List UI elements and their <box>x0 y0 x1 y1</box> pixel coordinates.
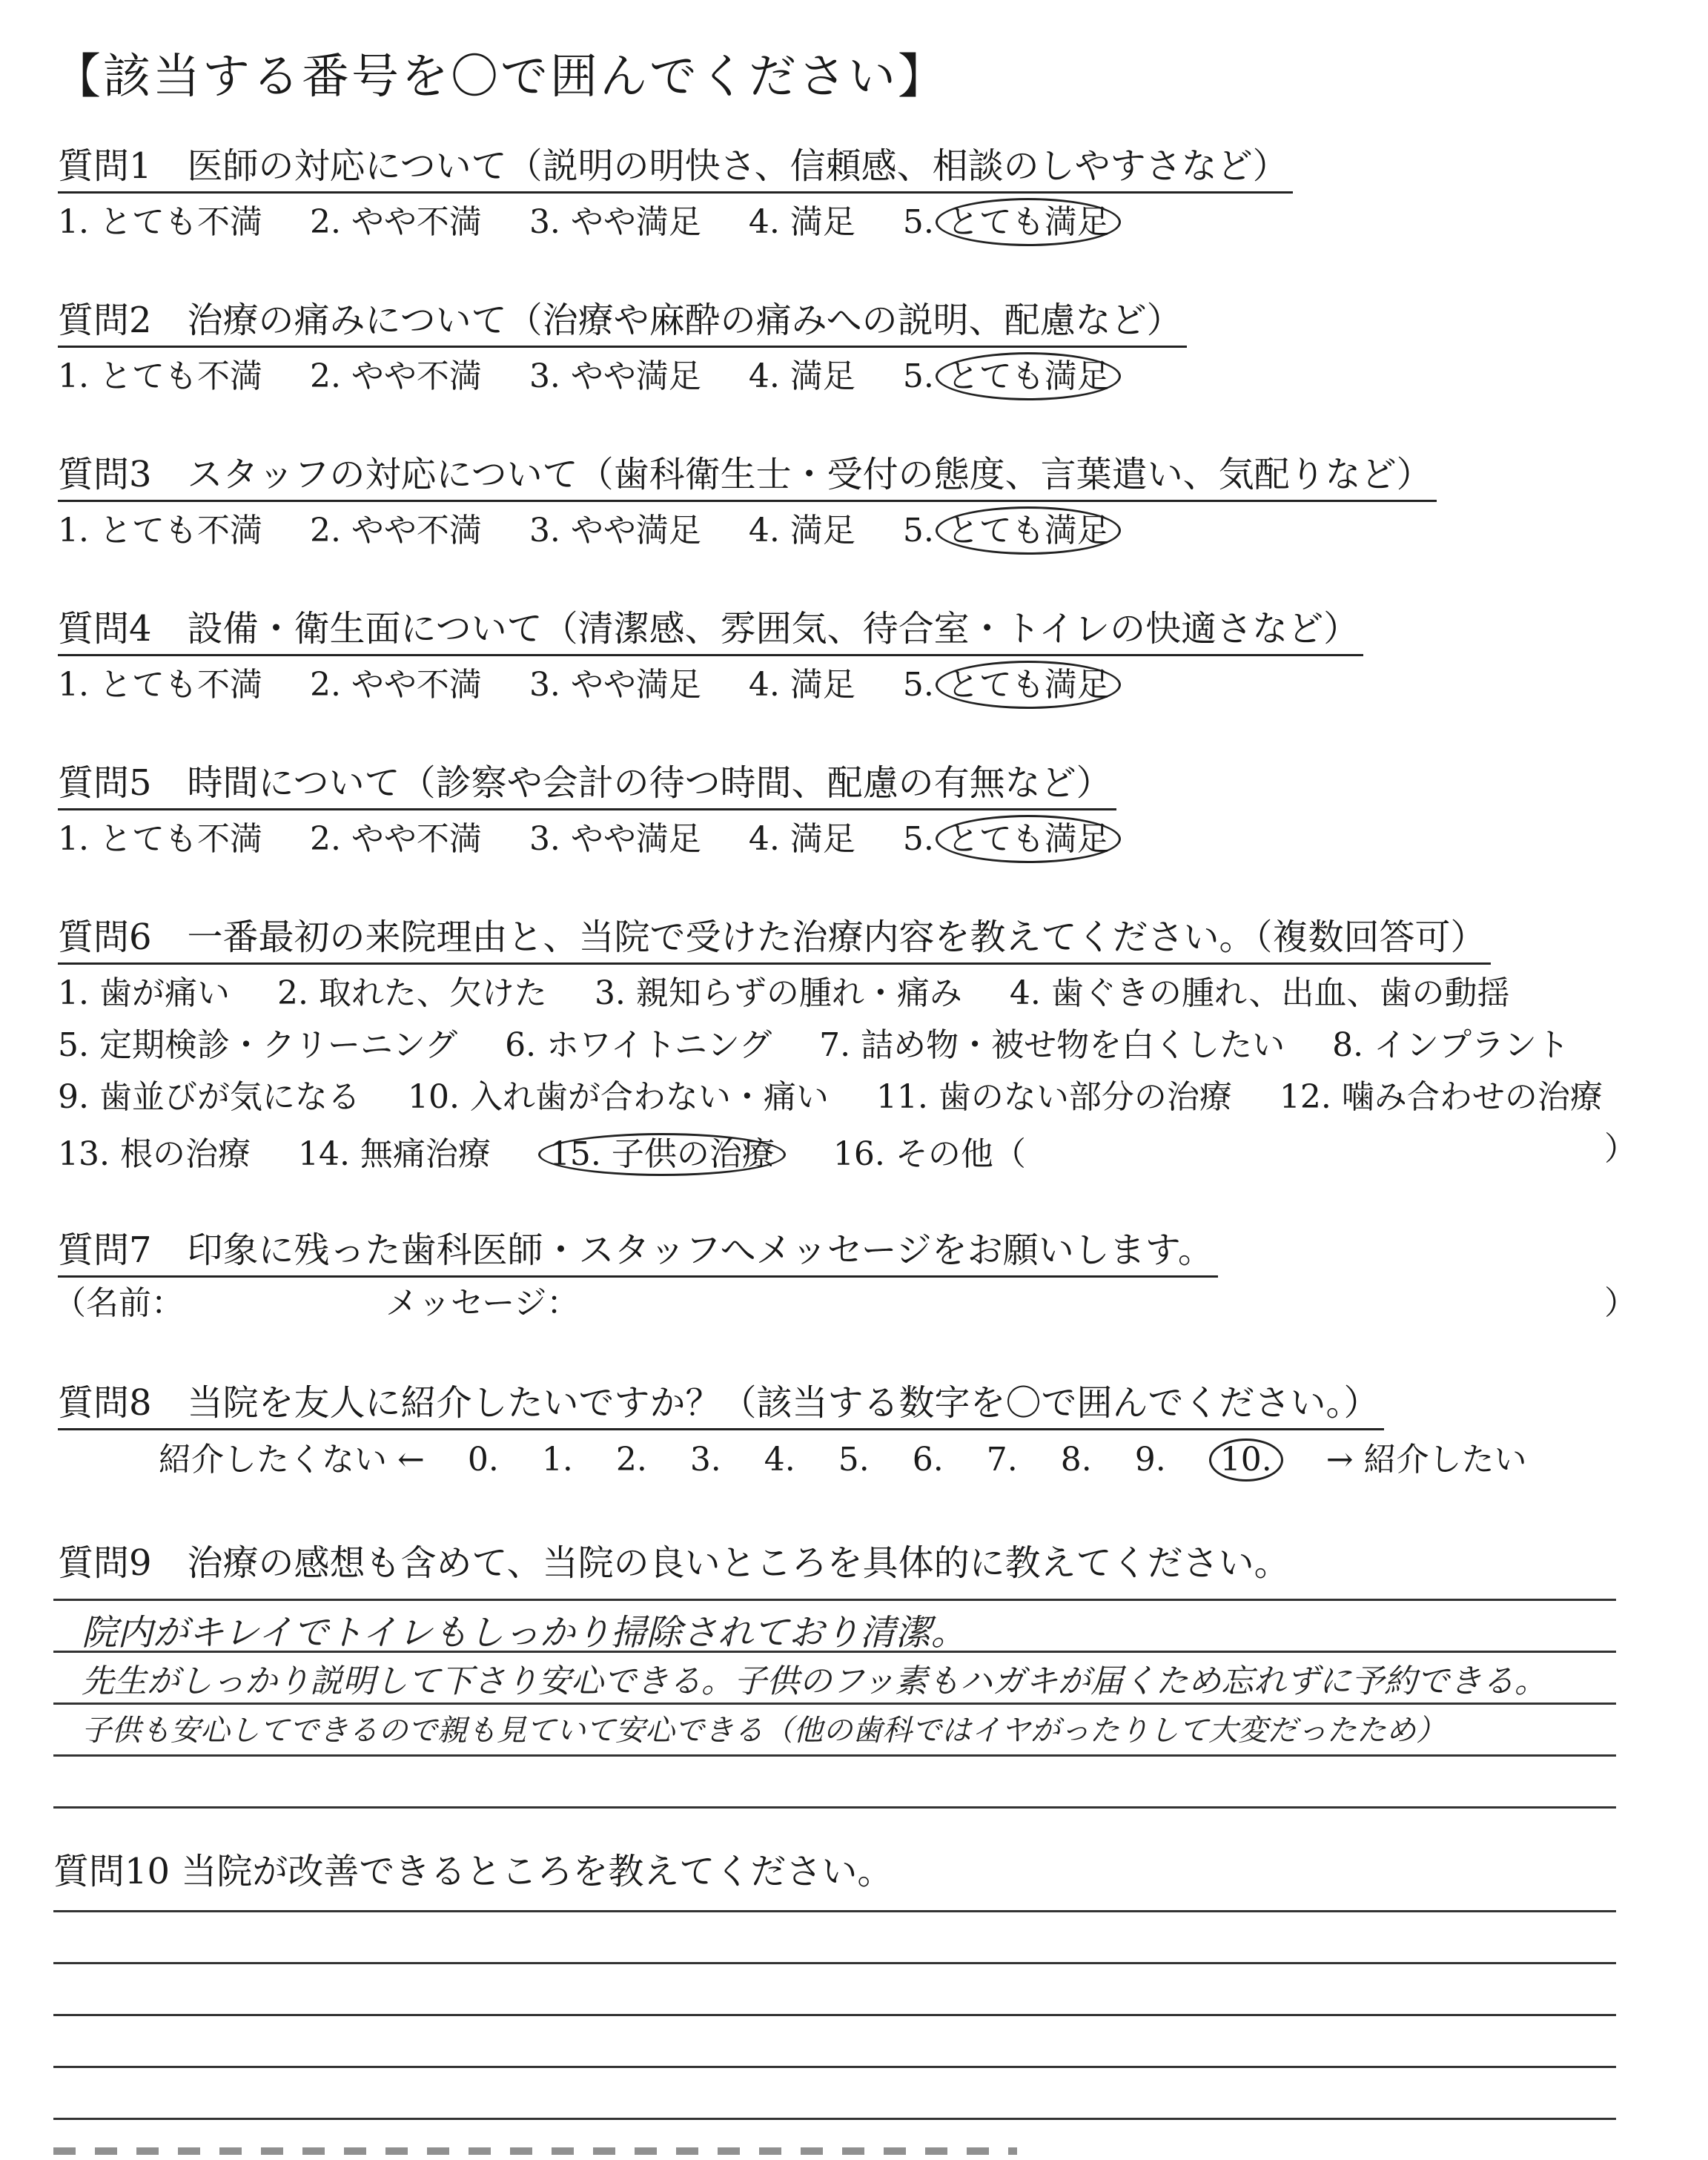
q8-left-label: 紹介したくない ← <box>159 1441 425 1479</box>
q3-options <box>58 512 1158 549</box>
q6-options-row-2 <box>58 1026 1606 1064</box>
q4-option-5-number: 5. <box>902 666 944 704</box>
q3-title: 質問3 スタッフの対応について（歯科衛生士・受付の態度、言葉遣い、気配りなど） <box>58 457 1437 502</box>
q8-scale <box>159 1439 1560 1482</box>
q6-title: 質問6 一番最初の来院理由と、当院で受けた治療内容を教えてください。（複数回答可） <box>58 919 1491 965</box>
q6-option-11[interactable]: 11. 歯のない部分の治療 <box>875 1078 1232 1116</box>
q1-option-4[interactable]: 4. 満足 <box>748 203 855 241</box>
q9-answer-line-4 <box>53 1754 1616 1757</box>
q8-number-10-circled[interactable]: 10. <box>1209 1439 1283 1482</box>
q4-option-5[interactable] <box>902 666 1121 704</box>
q5-option-2[interactable]: 2. やや不満 <box>309 820 482 858</box>
q6-other-close-paren: ） <box>1604 1130 1637 1168</box>
q6-option-15-circled[interactable]: 15. 子供の治療 <box>538 1133 786 1176</box>
q3-option-5-number: 5. <box>902 512 944 549</box>
q7-message-label: メッセージ： <box>385 1284 580 1322</box>
q6-option-16[interactable]: 16. その他（ <box>833 1135 1026 1173</box>
q8-number-0[interactable]: 0. <box>467 1441 499 1479</box>
q4-option-3[interactable]: 3. やや満足 <box>529 666 701 704</box>
q8-number-8[interactable]: 8. <box>1060 1441 1092 1479</box>
q2-option-5[interactable] <box>902 357 1121 395</box>
q6-option-5[interactable]: 5. 定期検診・クリーニング <box>58 1026 458 1064</box>
q3-option-1[interactable]: 1. とても不満 <box>58 512 262 549</box>
q6-options-row-3 <box>58 1078 1640 1116</box>
q4-title: 質問4 設備・衛生面について（清潔感、雰囲気、待合室・トイレの快適さなど） <box>58 611 1363 656</box>
instruction-header: 【該当する番号を〇で囲んでください】 <box>53 50 947 105</box>
q10-answer-line-2[interactable] <box>53 1962 1616 1964</box>
q8-title: 質問8 当院を友人に紹介したいですか？（該当する数字を〇で囲んでください。） <box>58 1385 1384 1430</box>
q3-option-2[interactable]: 2. やや不満 <box>309 512 482 549</box>
q9-answer-line-1 <box>53 1599 1616 1601</box>
q1-option-5-number: 5. <box>902 203 944 241</box>
q1-option-1[interactable]: 1. とても不満 <box>58 203 262 241</box>
q9-title: 質問9 治療の感想も含めて、当院の良いところを具体的に教えてください。 <box>58 1542 1290 1584</box>
q10-answer-line-5[interactable] <box>53 2118 1616 2120</box>
q1-title: 質問1 医師の対応について（説明の明快さ、信頼感、相談のしやすさなど） <box>58 148 1293 194</box>
q6-option-8[interactable]: 8. インプラント <box>1332 1026 1570 1064</box>
q5-title: 質問5 時間について（診察や会計の待つ時間、配慮の有無など） <box>58 765 1116 810</box>
q4-options <box>58 666 1158 704</box>
q7-close-paren: ） <box>1604 1284 1637 1322</box>
q3-option-5-circled: とても満足 <box>936 506 1121 555</box>
q6-option-2[interactable]: 2. 取れた、欠けた <box>277 974 547 1012</box>
q5-option-3[interactable]: 3. やや満足 <box>529 820 701 858</box>
q2-option-5-number: 5. <box>902 357 944 395</box>
q4-option-5-circled: とても満足 <box>936 661 1121 709</box>
q2-option-5-circled: とても満足 <box>936 352 1121 400</box>
q8-number-1[interactable]: 1. <box>541 1441 573 1479</box>
q1-options <box>58 203 1158 241</box>
q4-option-2[interactable]: 2. やや不満 <box>309 666 482 704</box>
q9-answer-1[interactable]: 院内がキレイでトイレもしっかり掃除されており清潔。 <box>82 1612 967 1654</box>
q8-number-5[interactable]: 5. <box>838 1441 870 1479</box>
q3-option-4[interactable]: 4. 満足 <box>748 512 855 549</box>
q6-option-13[interactable]: 13. 根の治療 <box>58 1135 251 1173</box>
q6-option-10[interactable]: 10. 入れ歯が合わない・痛い <box>407 1078 829 1116</box>
q9-answer-2[interactable]: 先生がしっかり説明して下さり安心できる。子供のフッ素もハガキが届くため忘れずに予約できる。 <box>82 1662 1547 1700</box>
q8-number-4[interactable]: 4. <box>764 1441 795 1479</box>
q5-option-5-circled: とても満足 <box>936 815 1121 863</box>
q5-options <box>58 820 1158 858</box>
cut-off-next-line <box>53 2147 1017 2155</box>
q3-option-5[interactable] <box>902 512 1121 549</box>
q7-name-label: （名前： <box>53 1284 184 1322</box>
q9-answer-3[interactable]: 子供も安心してできるので親も見ていて安心できる（他の歯科ではイヤがったりして大変だったため） <box>82 1714 1446 1748</box>
q6-option-9[interactable]: 9. 歯並びが気になる <box>58 1078 360 1116</box>
q1-option-5[interactable] <box>902 203 1121 241</box>
q9-answer-line-2 <box>53 1651 1616 1653</box>
q2-option-4[interactable]: 4. 満足 <box>748 357 855 395</box>
q6-options-row-1 <box>58 974 1547 1012</box>
q8-number-9[interactable]: 9. <box>1134 1441 1166 1479</box>
q10-answer-line-3[interactable] <box>53 2014 1616 2016</box>
q3-option-3[interactable]: 3. やや満足 <box>529 512 701 549</box>
q6-option-4[interactable]: 4. 歯ぐきの腫れ、出血、歯の動揺 <box>1009 974 1510 1012</box>
q8-number-7[interactable]: 7. <box>986 1441 1018 1479</box>
q5-option-5-number: 5. <box>902 820 944 858</box>
q8-number-2[interactable]: 2. <box>615 1441 647 1479</box>
q8-number-3[interactable]: 3. <box>689 1441 721 1479</box>
q5-option-1[interactable]: 1. とても不満 <box>58 820 262 858</box>
q6-option-7[interactable]: 7. 詰め物・被せ物を白くしたい <box>819 1026 1285 1064</box>
q9-answer-line-5 <box>53 1806 1616 1809</box>
q4-option-4[interactable]: 4. 満足 <box>748 666 855 704</box>
q5-option-4[interactable]: 4. 満足 <box>748 820 855 858</box>
q2-option-1[interactable]: 1. とても不満 <box>58 357 262 395</box>
q7-title: 質問7 印象に残った歯科医師・スタッフへメッセージをお願いします。 <box>58 1232 1218 1278</box>
q6-option-14[interactable]: 14. 無痛治療 <box>297 1135 491 1173</box>
q10-answer-line-1[interactable] <box>53 1910 1616 1912</box>
q4-option-1[interactable]: 1. とても不満 <box>58 666 262 704</box>
q1-option-2[interactable]: 2. やや不満 <box>309 203 482 241</box>
q10-answer-line-4[interactable] <box>53 2066 1616 2068</box>
q9-answer-line-3 <box>53 1702 1616 1705</box>
q6-options-row-4 <box>58 1133 1063 1176</box>
q2-option-3[interactable]: 3. やや満足 <box>529 357 701 395</box>
q6-option-12[interactable]: 12. 噛み合わせの治療 <box>1279 1078 1603 1116</box>
q6-option-1[interactable]: 1. 歯が痛い <box>58 974 230 1012</box>
q6-option-3[interactable]: 3. 親知らずの腫れ・痛み <box>594 974 962 1012</box>
q1-option-3[interactable]: 3. やや満足 <box>529 203 701 241</box>
q5-option-5[interactable] <box>902 820 1121 858</box>
q2-option-2[interactable]: 2. やや不満 <box>309 357 482 395</box>
q8-number-6[interactable]: 6. <box>912 1441 944 1479</box>
q2-options <box>58 357 1158 395</box>
q6-option-6[interactable]: 6. ホワイトニング <box>505 1026 772 1064</box>
q10-title: 質問10 当院が改善できるところを教えてください。 <box>53 1851 893 1892</box>
q8-right-label: → 紹介したい <box>1325 1441 1527 1479</box>
q2-title: 質問2 治療の痛みについて（治療や麻酔の痛みへの説明、配慮など） <box>58 303 1187 348</box>
q1-option-5-circled: とても満足 <box>936 198 1121 246</box>
